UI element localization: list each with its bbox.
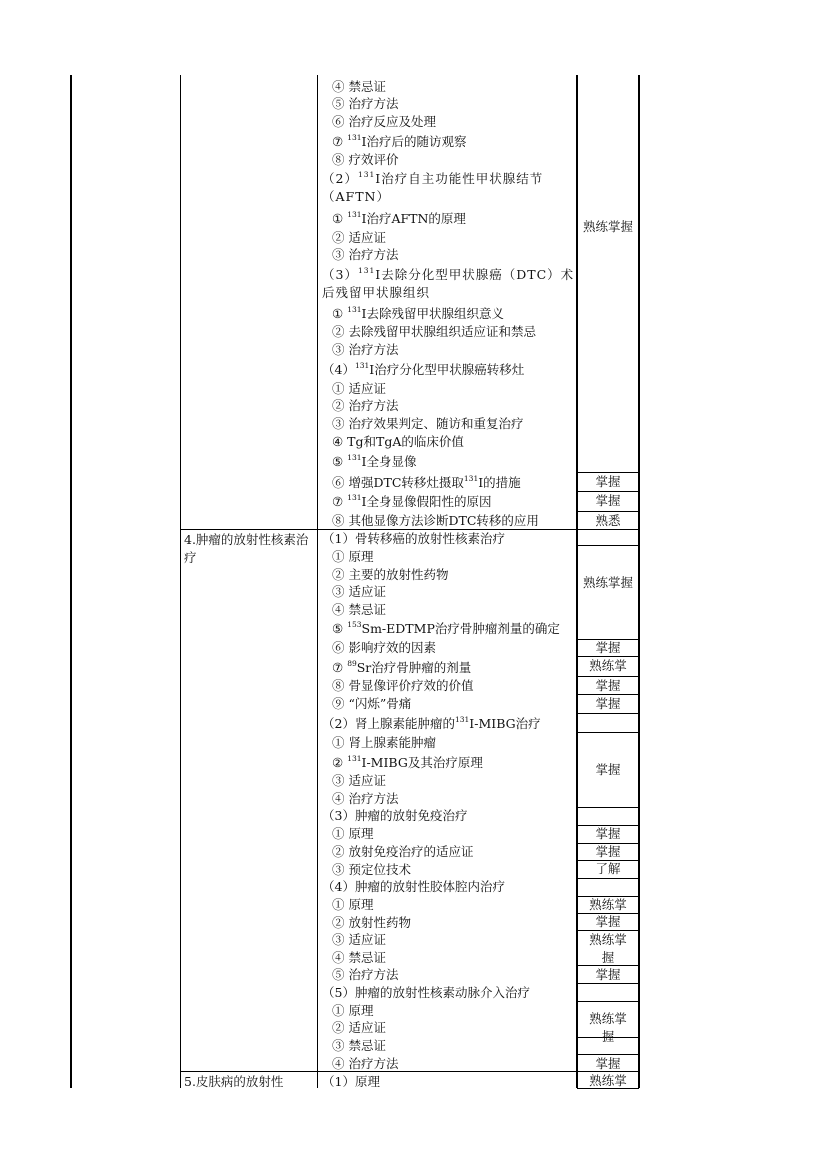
level-label: 掌握: [595, 762, 621, 777]
content-row: ③ 适应证: [332, 584, 386, 599]
content-row: ⑧ 其他显像方法诊断DTC转移的应用: [332, 513, 539, 528]
content-row: ⑥ 影响疗效的因素: [332, 640, 436, 655]
table-border-left: [70, 75, 72, 1088]
content-row: ② 去除残留甲状腺组织适应证和禁忌: [332, 324, 536, 339]
content-row: ③ 禁忌证: [332, 1038, 386, 1053]
level-cell-border: [577, 732, 639, 733]
level-label: 熟练掌: [589, 658, 627, 673]
content-row: ③ 治疗方法: [332, 247, 399, 262]
content-row: ② 放射免疫治疗的适应证: [332, 844, 474, 859]
content-row: ② 适应证: [332, 1020, 386, 1035]
content-row: ④ 禁忌证: [332, 950, 386, 965]
level-label: 掌握: [595, 914, 621, 929]
content-row: ⑦ $^{131}$I治疗后的随访观察: [332, 133, 467, 149]
level-label: 掌握: [595, 640, 621, 655]
content-row: ④ 治疗方法: [332, 1056, 399, 1071]
content-row: ④ 治疗方法: [332, 791, 399, 806]
content-row: ③ 治疗方法: [332, 342, 399, 357]
level-label: 掌握: [595, 844, 621, 859]
content-row: ⑤ $^{153}$Sm-EDTMP治疗骨肿瘤剂量的确定: [332, 620, 560, 636]
content-row: $(4)^{131}I$治疗分化型甲状腺癌转移灶: [322, 361, 525, 377]
content-row: （1）原理: [322, 1074, 380, 1089]
level-label: 熟练掌握: [582, 575, 633, 590]
content-row: ⑧ 疗效评价: [332, 152, 399, 167]
content-row: （2）肾上腺素能肿瘤的$^{131}$I-MIBG治疗: [322, 715, 541, 731]
content-row: ① 肾上腺素能肿瘤: [332, 735, 436, 750]
level-cell-border: [577, 807, 639, 808]
column-divider-1: [180, 75, 181, 1088]
content-row: ② $^{131}$I-MIBG及其治疗原理: [332, 754, 483, 770]
level-label: 掌握: [595, 826, 621, 841]
content-row: ③ 预定位技术: [332, 862, 411, 877]
level-label: 掌握: [595, 493, 621, 508]
level-cell-border: [577, 1001, 639, 1002]
level-label: 掌握: [595, 474, 621, 489]
table-border-right: [638, 75, 640, 1088]
level-cell-border: [577, 713, 639, 714]
level-label: 熟练掌握: [582, 219, 633, 234]
content-row: ① 原理: [332, 549, 374, 564]
content-row: ⑦ $^{131}$I全身显像假阳性的原因: [332, 493, 492, 509]
content-row: ⑤ 治疗方法: [332, 96, 399, 111]
content-row: ② 放射性药物: [332, 915, 411, 930]
content-row: ⑤ 治疗方法: [332, 967, 399, 982]
content-row: ③ 适应证: [332, 773, 386, 788]
content-row: ② 主要的放射性药物: [332, 567, 449, 582]
content-row: ① $^{131}$I治疗AFTN的原理: [332, 210, 466, 226]
content-row: ⑨ “闪烁”骨痛: [332, 696, 412, 711]
content-row: $(2)^{131}I$治疗自主功能性甲状腺结节（AFTN）: [322, 170, 544, 204]
level-label: 掌握: [595, 678, 621, 693]
content-row: （4）肿瘤的放射性胶体腔内治疗: [322, 879, 505, 894]
content-row: ⑧ 骨显像评价疗效的价值: [332, 678, 474, 693]
content-row: ⑤ $^{131}$I全身显像: [332, 453, 417, 469]
content-row: ① 原理: [332, 897, 374, 912]
content-row: ② 适应证: [332, 230, 386, 245]
content-row: ③ 治疗效果判定、随访和重复治疗: [332, 416, 524, 431]
content-row: ① 原理: [332, 1003, 374, 1018]
section-divider: [180, 1071, 640, 1072]
level-label: 熟练掌: [589, 1073, 627, 1088]
content-row: ② 治疗方法: [332, 398, 399, 413]
level-label: 掌握: [595, 967, 621, 982]
level-label: 掌握: [595, 1056, 621, 1071]
level-label: 熟练掌握: [589, 1011, 627, 1044]
level-label: 熟悉: [595, 513, 621, 528]
content-row: ⑥ 增强DTC转移灶摄取$^{131}$I的措施: [332, 474, 521, 490]
level-cell-border: [577, 545, 639, 546]
content-row: （3）肿瘤的放射免疫治疗: [322, 808, 468, 823]
content-row: $(3)^{131}I$去除分化型甲状腺癌（DTC）术后残留甲状腺组织: [322, 266, 575, 300]
content-row: ④ Tg和TgA的临床价值: [332, 434, 464, 449]
content-row: ⑥ 治疗反应及处理: [332, 114, 436, 129]
content-row: ⑦ $^{89}$Sr治疗骨肿瘤的剂量: [332, 659, 472, 675]
level-cell-border: [577, 878, 639, 879]
level-label: 熟练掌: [589, 897, 627, 912]
content-row: ④ 禁忌证: [332, 602, 386, 617]
content-row: （1）骨转移癌的放射性核素治疗: [322, 531, 505, 546]
level-label: 熟练掌握: [589, 932, 627, 965]
content-row: ③ 适应证: [332, 932, 386, 947]
content-row: ④ 禁忌证: [332, 79, 386, 94]
column-divider-2: [317, 75, 318, 1088]
level-label: 了解: [595, 861, 621, 876]
unit-title: 5.皮肤病的放射性: [184, 1074, 284, 1089]
content-row: ① 原理: [332, 826, 374, 841]
content-row: ① $^{131}$I去除残留甲状腺组织意义: [332, 305, 504, 321]
content-row: （5）肿瘤的放射性核素动脉介入治疗: [322, 985, 530, 1000]
level-label: 掌握: [595, 696, 621, 711]
content-row: ① 适应证: [332, 381, 386, 396]
unit-title: 4.肿瘤的放射性核素治疗: [184, 532, 309, 565]
